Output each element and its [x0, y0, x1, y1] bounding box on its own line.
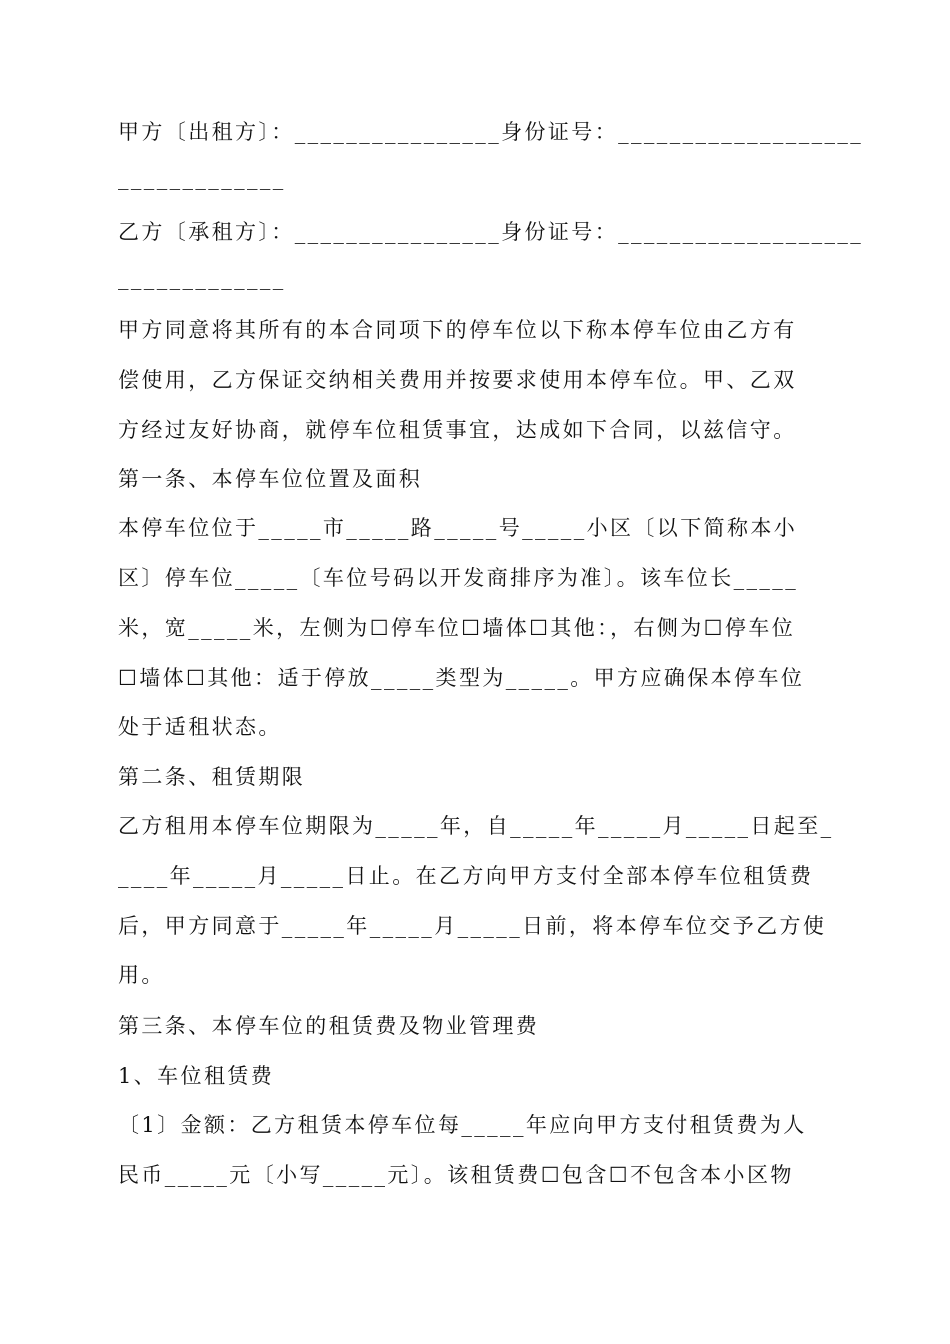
article-2-title: 第二条、租赁期限 — [118, 765, 306, 789]
article-1-line: ☐墙体☐其他：适于停放_____类型为_____。甲方应确保本停车位 — [118, 666, 805, 690]
article-2-line: ____年_____月_____日止。在乙方向甲方支付全部本停车位租赁费 — [118, 864, 814, 888]
intro-line: 偿使用，乙方保证交纳相关费用并按要求使用本停车位。甲、乙双 — [118, 368, 797, 392]
section-1-line: 民币_____元〔小写_____元〕。该租赁费☐包含☐不包含本小区物 — [118, 1163, 794, 1187]
party-a-line: 甲方〔出租方〕：________________身份证号：___________________ — [118, 120, 864, 144]
intro-line: 方经过友好协商，就停车位租赁事宜，达成如下合同，以兹信守。 — [118, 418, 797, 442]
article-3-title: 第三条、本停车位的租赁费及物业管理费 — [118, 1014, 540, 1038]
article-1-line: 米，宽_____米，左侧为☐停车位☐墙体☐其他：，右侧为☐停车位 — [118, 616, 796, 640]
article-2-line: 乙方租用本停车位期限为_____年，自_____年_____月_____日起至_ — [118, 814, 834, 838]
party-b-line: 乙方〔承租方〕：________________身份证号：___________________ — [118, 220, 864, 244]
article-2-line: 后，甲方同意于_____年_____月_____日前，将本停车位交予乙方使 — [118, 914, 827, 938]
intro-line: 甲方同意将其所有的本合同项下的停车位以下称本停车位由乙方有 — [118, 318, 797, 342]
article-2-line: 用。 — [118, 963, 165, 987]
article-1-line: 区〕停车位_____〔车位号码以开发商排序为准〕。该车位长_____ — [118, 566, 799, 590]
section-1-title: 1、车位租赁费 — [118, 1064, 275, 1088]
article-1-line: 本停车位位于_____市_____路_____号_____小区〔以下简称本小 — [118, 516, 798, 540]
party-b-line-continuation: _____________ — [118, 266, 286, 290]
article-1-title: 第一条、本停车位位置及面积 — [118, 467, 423, 491]
section-1-line: 〔1〕金额：乙方租赁本停车位每_____年应向甲方支付租赁费为人 — [118, 1113, 807, 1137]
article-1-line: 处于适租状态。 — [118, 715, 282, 739]
party-a-line-continuation: _____________ — [118, 166, 286, 190]
